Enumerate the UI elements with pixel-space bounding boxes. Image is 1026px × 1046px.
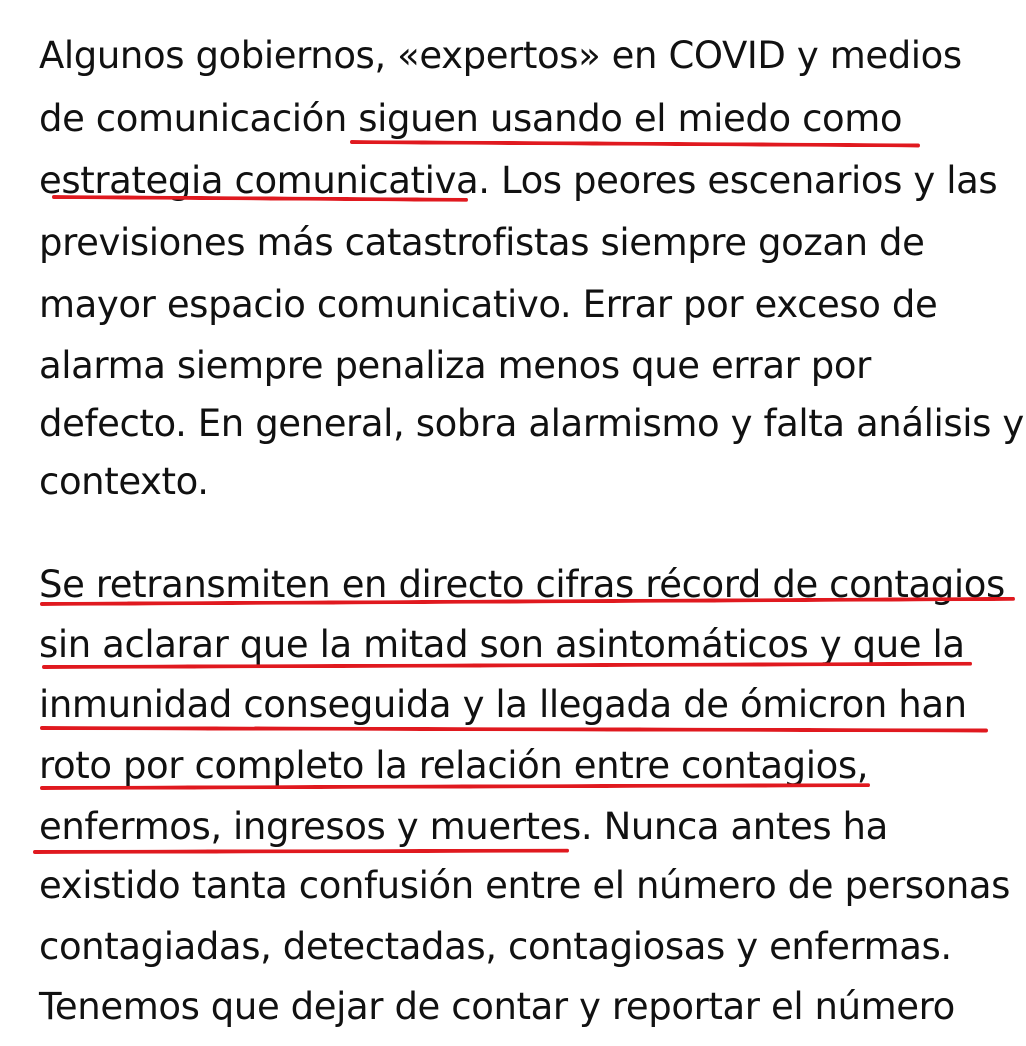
paragraph-1-line-8: contexto.	[39, 460, 209, 503]
underline-mark	[33, 849, 569, 854]
paragraph-2-line-1: Se retransmiten en directo cifras récord de contagios	[39, 563, 1005, 606]
paragraph-1-line-3: estrategia comunicativa. Los peores escenarios y las	[39, 159, 998, 202]
paragraph-2-line-3: inmunidad conseguida y la llegada de ómicron han	[39, 683, 967, 726]
paragraph-2-line-2: sin aclarar que la mitad son asintomáticos y que la	[39, 623, 965, 666]
paragraph-2-line-4: roto por completo la relación entre contagios,	[39, 744, 869, 787]
paragraph-1-line-5: mayor espacio comunicativo. Errar por exceso de	[39, 283, 938, 326]
paragraph-1-line-4: previsiones más catastrofistas siempre gozan de	[39, 221, 925, 264]
paragraph-2-line-6: existido tanta confusión entre el número de personas	[39, 864, 1011, 907]
paragraph-2-line-7: contagiadas, detectadas, contagiosas y enfermas.	[39, 925, 952, 968]
paragraph-1-line-1: Algunos gobiernos, «expertos» en COVID y medios	[39, 34, 962, 77]
paragraph-2-line-5: enfermos, ingresos y muertes. Nunca antes ha	[39, 805, 888, 848]
paragraph-1-line-2: de comunicación siguen usando el miedo como	[39, 97, 903, 140]
paragraph-2-line-8: Tenemos que dejar de contar y reportar el número	[39, 985, 955, 1028]
underline-mark	[350, 140, 920, 147]
paragraph-1-line-6: alarma siempre penaliza menos que errar por	[39, 344, 871, 387]
paragraph-1-line-7: defecto. En general, sobra alarmismo y falta análisis y	[39, 402, 1024, 445]
